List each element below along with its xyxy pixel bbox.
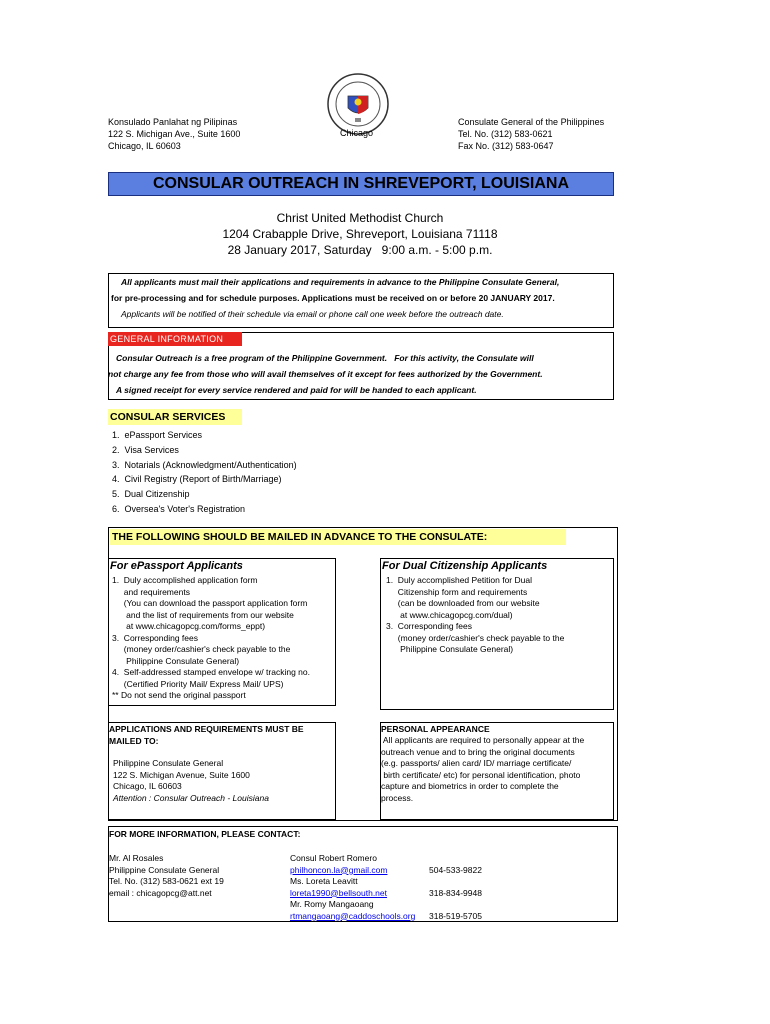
contact-name: Mr. Romy Mangaoang bbox=[290, 899, 374, 909]
mail-to-address-line: Chicago, IL 60603 bbox=[113, 781, 182, 791]
contact-name: Consul Robert Romero bbox=[290, 853, 377, 863]
header-left-line: Chicago, IL 60603 bbox=[108, 141, 181, 151]
advance-mailing-notice bbox=[108, 273, 614, 328]
mail-to-attention: Attention : Consular Outreach - Louisiana bbox=[113, 792, 269, 803]
consulate-contact-english bbox=[458, 116, 604, 152]
mail-to-heading: MAILED TO: bbox=[109, 735, 159, 746]
general-line: Consular Outreach is a free program of the Philippine Government. For this activity, the Consulate will bbox=[116, 353, 534, 363]
contact-left-line: Philippine Consulate General bbox=[109, 864, 220, 875]
list-item: 1. ePassport Services bbox=[112, 430, 203, 440]
list-item: 5. Dual Citizenship bbox=[112, 489, 190, 500]
consular-services-heading: CONSULAR SERVICES bbox=[108, 409, 242, 425]
list-item: 3. Notarials (Acknowledgment/Authentication) bbox=[112, 459, 297, 470]
contact-left-line: Mr. Al Rosales bbox=[109, 853, 164, 863]
venue-datetime: 28 January 2017, Saturday 9:00 a.m. - 5:00 p.m. bbox=[227, 243, 493, 257]
contact-right-names bbox=[290, 853, 415, 922]
general-information-text bbox=[108, 350, 612, 398]
contact-name: Ms. Loreta Leavitt bbox=[290, 876, 358, 886]
dual-citizenship-title: For Dual Citizenship Applicants bbox=[382, 560, 548, 572]
contact-email-link[interactable]: philhoncon.la@gmail.com bbox=[290, 864, 388, 875]
list-item: 2. Visa Services bbox=[112, 444, 179, 455]
page-title: CONSULAR OUTREACH IN SHREVEPORT, LOUISIANA bbox=[108, 172, 614, 196]
notice-line: for pre-processing and for schedule purposes. Applications must be received on or before 20 JANUARY 2017. bbox=[111, 293, 555, 303]
notice-line: All applicants must mail their applications and requirements in advance to the Philippine Consulate General, bbox=[121, 277, 560, 287]
mailing-heading: THE FOLLOWING SHOULD BE MAILED IN ADVANCE TO THE CONSULATE: bbox=[110, 529, 566, 545]
contact-phone: 318-519-5705 bbox=[429, 910, 482, 921]
personal-appearance-text: All applicants are required to personally appear at the outreach venue and to bring the original documents (e.g. passports/ alien card/ ID/ marriage certificate/ birth certificate/ etc) for personal identification, photo capture and biometrics in order to complete the process. bbox=[381, 735, 585, 803]
header-left-line: Konsulado Panlahat ng Pilipinas bbox=[108, 117, 238, 127]
mail-to-address-line: Philippine Consulate General bbox=[113, 758, 224, 768]
contact-left-line: email : chicagopcg@att.net bbox=[109, 887, 212, 898]
list-item: 4. Civil Registry (Report of Birth/Marriage) bbox=[112, 474, 282, 485]
header-right-line: Fax No. (312) 583-0647 bbox=[458, 141, 554, 151]
contact-phone: 318-834-9948 bbox=[429, 887, 482, 898]
header-right-line: Consulate General of the Philippines bbox=[458, 117, 605, 127]
contact-email-link[interactable]: rtmangaoang@caddoschools.org bbox=[290, 910, 416, 921]
list-item: 6. Oversea's Voter's Registration bbox=[112, 503, 245, 514]
venue-info bbox=[108, 210, 612, 258]
consulate-address-tagalog bbox=[108, 116, 240, 152]
general-line: A signed receipt for every service rendered and paid for will be handed to each applicant. bbox=[116, 385, 477, 395]
mail-to-content bbox=[109, 724, 304, 804]
personal-appearance-heading: PERSONAL APPEARANCE bbox=[381, 724, 490, 734]
general-information-heading: GENERAL INFORMATION bbox=[108, 332, 242, 346]
contact-left bbox=[109, 853, 224, 899]
general-line: not charge any fee from those who will avail themselves of it except for fees authorized by the Government. bbox=[108, 369, 543, 379]
contact-heading: FOR MORE INFORMATION, PLEASE CONTACT: bbox=[109, 829, 301, 839]
header-left-line: 122 S. Michigan Ave., Suite 1600 bbox=[108, 129, 241, 139]
venue-address: 1204 Crabapple Drive, Shreveport, Louisiana 71118 bbox=[222, 227, 498, 241]
mail-to-heading: APPLICATIONS AND REQUIREMENTS MUST BE bbox=[109, 724, 304, 734]
dfa-seal-icon bbox=[326, 72, 390, 136]
header-city: Chicago bbox=[340, 128, 374, 138]
epassport-requirements: 1. Duly accomplished application form and requirements (You can download the passport application form and the list of requirements from our website at www.chicagopcg.com/forms_eppt) 3. Corresponding fees (money order/cashier's check payable to the Philippine Consulate General) 4. Self-addressed stamped envelope w/ tracking no. (Certified Priority Mail/ Express Mail/ UPS) ** Do not send the original passport bbox=[112, 575, 310, 700]
venue-name: Christ United Methodist Church bbox=[276, 211, 444, 225]
contact-email-link[interactable]: loreta1990@bellsouth.net bbox=[290, 887, 388, 898]
dual-citizenship-requirements: 1. Duly accomplished Petition for Dual Citizenship form and requirements (can be downloaded from our website at www.chicagopcg.com/dual) 3. Corresponding fees (money order/cashier's check payable to the Philippine Consulate General) bbox=[386, 575, 565, 654]
consular-services-list bbox=[112, 428, 297, 517]
notice-line: Applicants will be notified of their schedule via email or phone call one week before the outreach date. bbox=[121, 309, 504, 319]
epassport-title: For ePassport Applicants bbox=[110, 560, 243, 572]
contact-phone: 504-533-9822 bbox=[429, 864, 482, 875]
header-right-line: Tel. No. (312) 583-0621 bbox=[458, 129, 553, 139]
mail-to-address-line: 122 S. Michigan Avenue, Suite 1600 bbox=[113, 769, 250, 780]
contact-left-line: Tel. No. (312) 583-0621 ext 19 bbox=[109, 876, 224, 886]
